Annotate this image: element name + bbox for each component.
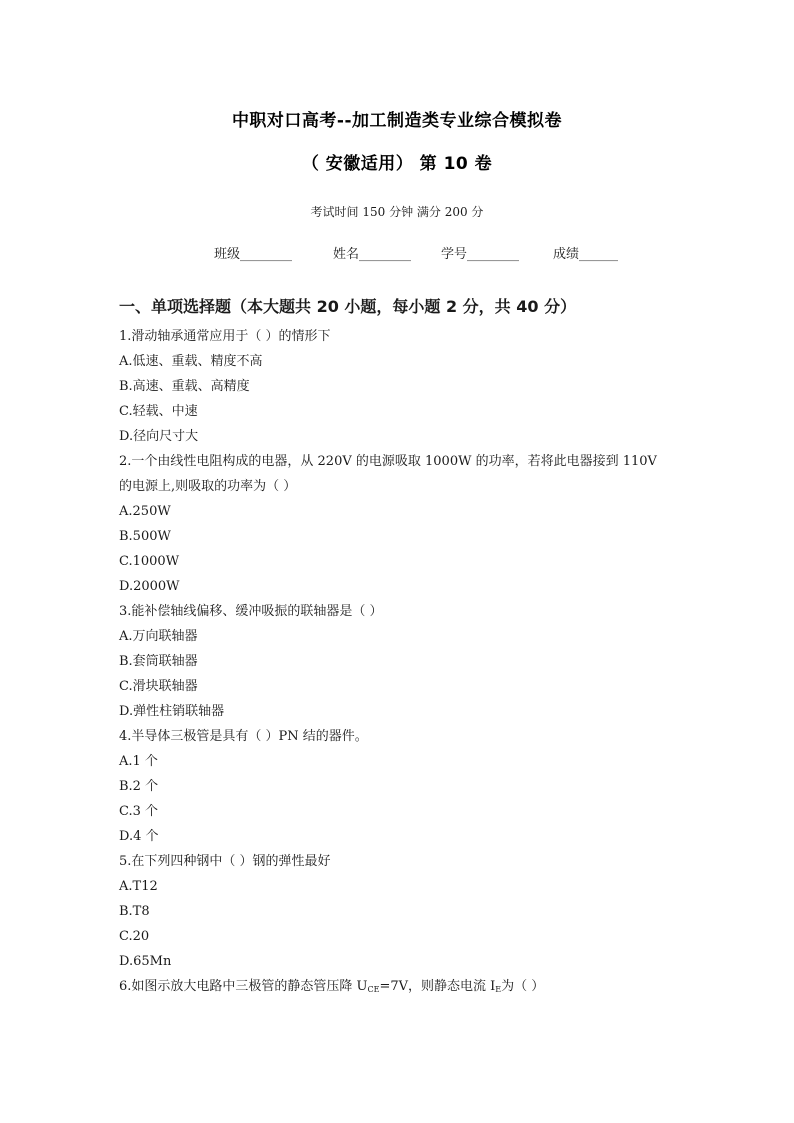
option-line: A.1 个 <box>119 754 158 769</box>
question-line: 4.半导体三极管是具有（ ）PN 结的器件。 <box>119 729 368 744</box>
option-line: D.4 个 <box>119 829 159 844</box>
option-line: D.径向尺寸大 <box>119 429 199 444</box>
option-line: B.套筒联轴器 <box>119 654 198 669</box>
option-line: B.2 个 <box>119 779 159 794</box>
class-field: 班级________ <box>214 247 293 262</box>
option-line: B.T8 <box>119 904 150 919</box>
option-line: C.轻载、中速 <box>119 404 198 419</box>
option-line: A.250W <box>119 504 171 519</box>
exam-info: 考试时间 150 分钟 满分 200 分 <box>310 205 484 219</box>
option-line: A.万向联轴器 <box>119 629 198 644</box>
question-line: 的电源上,则吸取的功率为（ ） <box>119 479 297 494</box>
question-line: 1.滑动轴承通常应用于（ ）的情形下 <box>119 329 331 344</box>
option-line: C.1000W <box>119 554 180 569</box>
exam-subtitle: （ 安徽适用） 第 10 卷 <box>301 154 493 174</box>
section-title: 一、单项选择题（本大题共 20 小题，每小题 2 分，共 40 分） <box>119 297 577 316</box>
q6-subscript-e: E <box>495 985 502 994</box>
question-line: 5.在下列四种钢中（ ）钢的弹性最好 <box>119 854 331 869</box>
score-field: 成绩______ <box>553 247 619 262</box>
student-id-field: 学号________ <box>441 247 520 262</box>
option-line: A.低速、重载、精度不高 <box>119 354 263 369</box>
option-line: B.500W <box>119 529 171 544</box>
option-line: D.65Mn <box>119 954 172 969</box>
question-line: 2.一个由线性电阻构成的电器，从 220V 的电源吸取 1000W 的功率，若将此电器接到 110V <box>119 454 657 469</box>
q6-prefix: 6.如图示放大电路中三极管的静态管压降 U <box>119 979 368 994</box>
q6-suffix: 为（ ） <box>501 979 545 994</box>
exam-title: 中职对口高考--加工制造类专业综合模拟卷 <box>231 111 563 131</box>
option-line: C.滑块联轴器 <box>119 679 198 694</box>
question-list <box>119 326 679 1001</box>
option-line: C.20 <box>119 929 150 944</box>
option-line: C.3 个 <box>119 804 159 819</box>
option-line: D.弹性柱销联轴器 <box>119 704 225 719</box>
option-line: A.T12 <box>119 879 158 894</box>
question-line: 3.能补偿轴线偏移、缓冲吸振的联轴器是（ ） <box>119 604 383 619</box>
name-field: 姓名________ <box>333 247 412 262</box>
question-6-line <box>119 976 679 1001</box>
q6-middle: =7V，则静态电流 I <box>379 979 496 994</box>
q6-subscript-ce: CE <box>367 985 380 994</box>
option-line: B.高速、重载、高精度 <box>119 379 250 394</box>
option-line: D.2000W <box>119 579 180 594</box>
